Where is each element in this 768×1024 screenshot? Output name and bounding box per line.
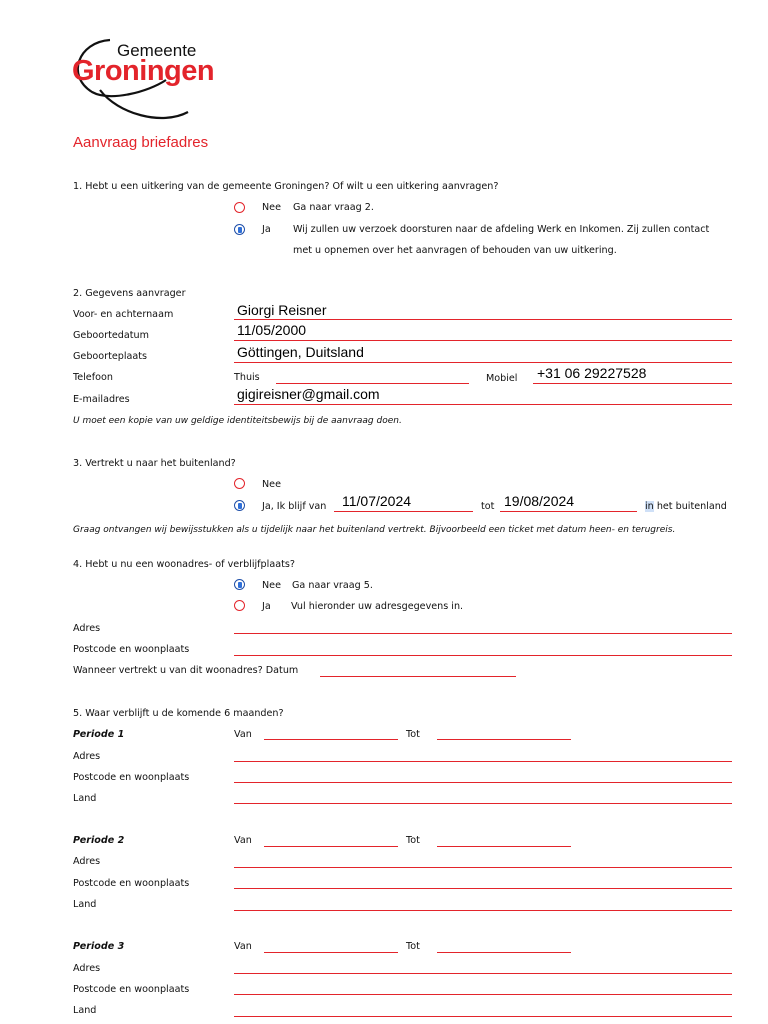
pob-value[interactable]: Göttingen, Duitsland	[237, 344, 364, 360]
logo-groningen-text: Groningen	[72, 55, 215, 87]
q1-nee-note: Ga naar vraag 2.	[293, 202, 374, 213]
dob-field-line	[234, 340, 732, 341]
dob-label: Geboortedatum	[73, 330, 149, 341]
q4-ja-radio[interactable]	[234, 600, 245, 611]
pob-label: Geboorteplaats	[73, 351, 148, 362]
abroad-to-line	[500, 511, 637, 512]
period-3-land-line[interactable]	[234, 1016, 732, 1017]
q4-ja-label: Ja	[262, 601, 271, 612]
period-3-tot-line[interactable]	[437, 952, 571, 953]
email-field-line	[234, 404, 732, 405]
q1-nee-label: Nee	[262, 202, 281, 213]
abroad-from-value[interactable]: 11/07/2024	[342, 493, 412, 509]
period-1-postcode-label: Postcode en woonplaats	[73, 772, 190, 783]
q4-leave-date-line[interactable]	[320, 676, 516, 677]
email-value[interactable]: gigireisner@gmail.com	[237, 386, 380, 402]
period-2-adres-line[interactable]	[234, 867, 732, 868]
period-3-land-label: Land	[73, 1005, 97, 1016]
period-3-postcode-label: Postcode en woonplaats	[73, 984, 190, 995]
q3-ja-label: Ja, Ik blijf van	[262, 501, 327, 512]
q4-postcode-label: Postcode en woonplaats	[73, 644, 190, 655]
groningen-logo	[70, 36, 245, 122]
abroad-note: Graag ontvangen wij bewijsstukken als u tijdelijk naar het buitenland vertrekt. Bijvoorbeeld een ticket met datum heen- en terugreis.	[73, 525, 676, 535]
q2-heading: 2. Gegevens aanvrager	[73, 288, 186, 299]
abroad-from-line	[334, 511, 473, 512]
mobile-field-line	[533, 383, 732, 384]
q4-question: 4. Hebt u nu een woonadres- of verblijfplaats?	[73, 559, 295, 570]
q4-nee-note: Ga naar vraag 5.	[292, 580, 373, 591]
q3-nee-radio[interactable]	[234, 478, 245, 489]
period-2-land-label: Land	[73, 899, 97, 910]
q4-nee-label: Nee	[262, 580, 281, 591]
phone-label: Telefoon	[73, 372, 113, 383]
email-label: E-mailadres	[73, 394, 130, 405]
period-1-adres-label: Adres	[73, 751, 101, 762]
name-label: Voor- en achternaam	[73, 309, 174, 320]
abroad-in-label	[645, 501, 727, 512]
q4-leave-label: Wanneer vertrekt u van dit woonadres? Datum	[73, 665, 299, 676]
id-note: U moet een kopie van uw geldige identiteitsbewijs bij de aanvraag doen.	[73, 416, 402, 426]
period-2-van-label: Van	[234, 835, 252, 846]
q3-ja-radio[interactable]	[234, 500, 245, 511]
period-2-adres-label: Adres	[73, 856, 101, 867]
period-2-van-line[interactable]	[264, 846, 398, 847]
period-1-tot-label: Tot	[406, 729, 420, 740]
q5-question: 5. Waar verblijft u de komende 6 maanden?	[73, 708, 284, 719]
period-3-van-label: Van	[234, 941, 252, 952]
period-1-van-label: Van	[234, 729, 252, 740]
period-3-adres-line[interactable]	[234, 973, 732, 974]
q1-ja-radio[interactable]	[234, 224, 245, 235]
q4-postcode-line[interactable]	[234, 655, 732, 656]
name-field-line	[234, 319, 732, 320]
q4-ja-note: Vul hieronder uw adresgegevens in.	[291, 601, 464, 612]
period-3-postcode-line[interactable]	[234, 994, 732, 995]
period-1-tot-line[interactable]	[437, 739, 571, 740]
q3-nee-label: Nee	[262, 479, 281, 490]
period-1-adres-line[interactable]	[234, 761, 732, 762]
period-1-land-label: Land	[73, 793, 97, 804]
q4-adres-line[interactable]	[234, 633, 732, 634]
page-title: Aanvraag briefadres	[73, 134, 209, 151]
period-2-tot-label: Tot	[406, 835, 420, 846]
name-value[interactable]: Giorgi Reisner	[237, 302, 327, 318]
q3-question: 3. Vertrekt u naar het buitenland?	[73, 458, 236, 469]
home-field-line	[276, 383, 469, 384]
period-2-postcode-line[interactable]	[234, 888, 732, 889]
in-highlight: in	[645, 501, 654, 512]
period-1-land-line[interactable]	[234, 803, 732, 804]
q1-ja-note-2: met u opnemen over het aanvragen of behouden van uw uitkering.	[293, 245, 617, 256]
period-2-title: Periode 2	[73, 835, 125, 846]
mobile-value[interactable]: +31 06 29227528	[537, 365, 647, 381]
period-3-title: Periode 3	[73, 941, 125, 952]
period-2-postcode-label: Postcode en woonplaats	[73, 878, 190, 889]
period-1-postcode-line[interactable]	[234, 782, 732, 783]
pob-field-line	[234, 362, 732, 363]
q4-nee-radio[interactable]	[234, 579, 245, 590]
q1-ja-label: Ja	[262, 224, 271, 235]
q4-adres-label: Adres	[73, 623, 101, 634]
abroad-to-value[interactable]: 19/08/2024	[504, 493, 575, 509]
period-3-adres-label: Adres	[73, 963, 101, 974]
period-3-tot-label: Tot	[406, 941, 420, 952]
period-1-title: Periode 1	[73, 729, 125, 740]
q1-question: 1. Hebt u een uitkering van de gemeente Groningen? Of wilt u een uitkering aanvragen?	[73, 181, 499, 192]
abroad-label: het buitenland	[656, 501, 727, 512]
mobile-label: Mobiel	[486, 373, 518, 384]
q1-ja-note-1: Wij zullen uw verzoek doorsturen naar de afdeling Werk en Inkomen. Zij zullen contact	[293, 224, 710, 235]
period-3-van-line[interactable]	[264, 952, 398, 953]
period-2-land-line[interactable]	[234, 910, 732, 911]
abroad-tot-label: tot	[481, 501, 495, 512]
home-label: Thuis	[234, 372, 260, 383]
dob-value[interactable]: 11/05/2000	[237, 322, 307, 338]
q1-nee-radio[interactable]	[234, 202, 245, 213]
period-1-van-line[interactable]	[264, 739, 398, 740]
logo-gemeente-text: Gemeente	[117, 41, 197, 60]
period-2-tot-line[interactable]	[437, 846, 571, 847]
